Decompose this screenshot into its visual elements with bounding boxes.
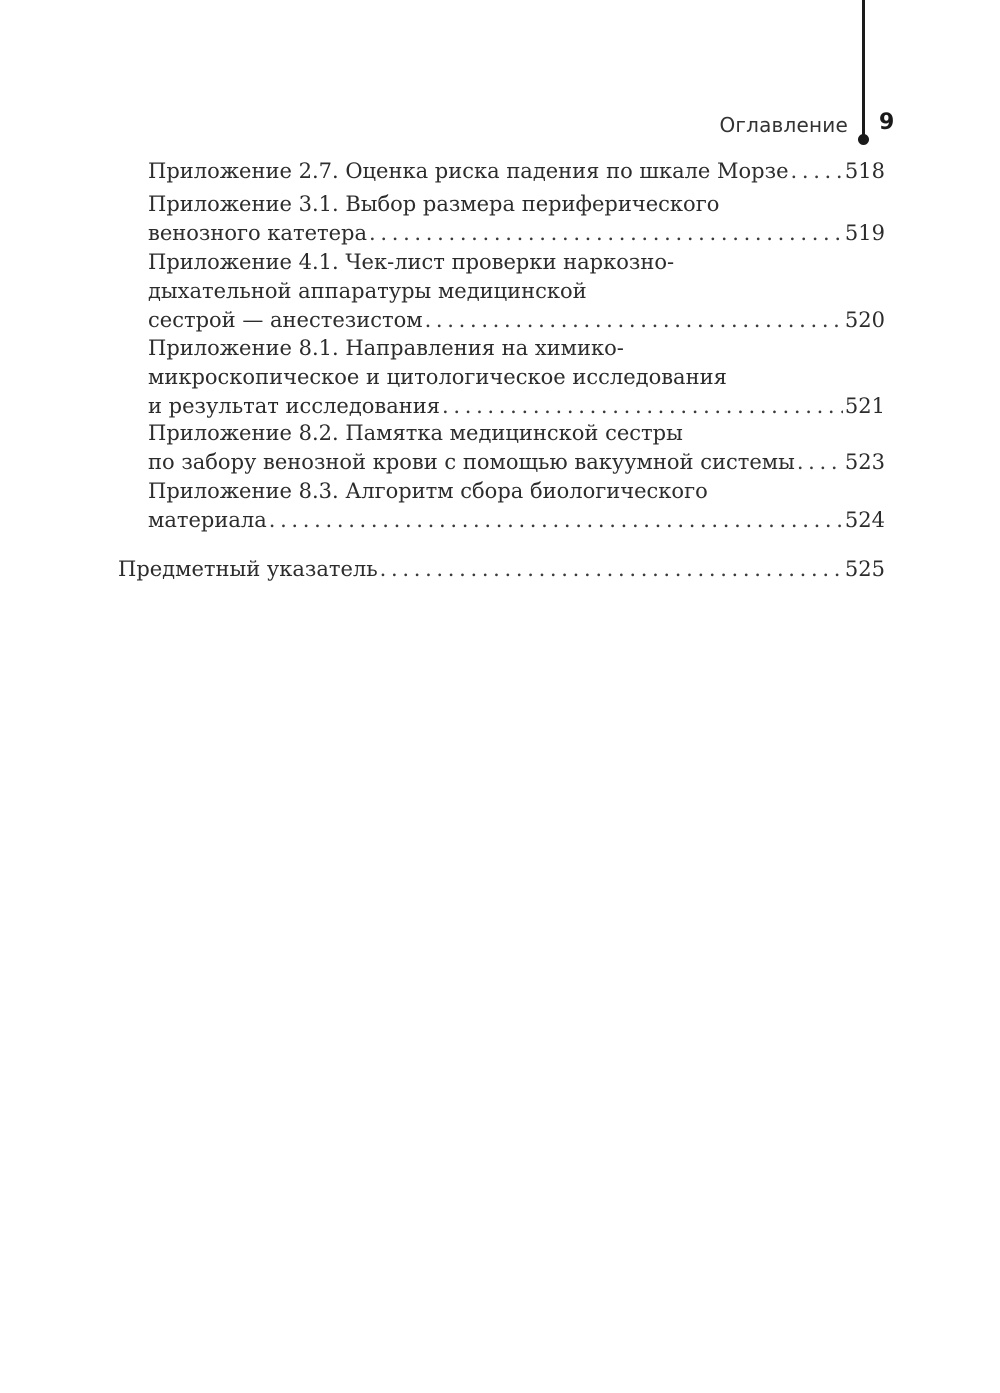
- toc-entry-page: 524: [844, 508, 885, 532]
- toc-entry[interactable]: [148, 334, 885, 421]
- dot-leader: [269, 506, 843, 535]
- toc-entry-page: 518: [844, 159, 885, 183]
- toc-entry-text: Приложение 3.1. Выбор размера периферического: [148, 192, 720, 216]
- toc-entry-text: и результат исследования: [148, 394, 441, 418]
- running-header-title: Оглавление: [719, 113, 848, 137]
- toc-entry[interactable]: [148, 477, 885, 535]
- toc-entry-page: 523: [844, 450, 885, 474]
- toc-entry-index[interactable]: [118, 555, 885, 584]
- toc-entry-text: венозного катетера: [148, 221, 368, 245]
- toc-entry-text: дыхательной аппаратуры медицинской: [148, 279, 587, 303]
- toc-entry-text: Приложение 8.1. Направления на химико-: [148, 336, 624, 360]
- page-number: 9: [879, 110, 895, 135]
- toc-entry-text: материала: [148, 508, 267, 532]
- dot-leader: [797, 448, 843, 477]
- toc-entry-text: Приложение 8.3. Алгоритм сбора биологического: [148, 479, 708, 503]
- toc-entry-text: Приложение 2.7. Оценка риска падения по шкале Морзе: [148, 159, 789, 183]
- header-vertical-rule: [862, 0, 865, 136]
- toc-entry-page: 525: [844, 557, 885, 581]
- dot-leader: [791, 157, 843, 186]
- toc-entry[interactable]: [148, 157, 885, 186]
- toc-entry[interactable]: [148, 419, 885, 477]
- dot-leader: [380, 555, 843, 584]
- header-rule-dot: [858, 134, 869, 145]
- toc-entry[interactable]: [148, 190, 885, 248]
- toc-entry-page: 519: [844, 221, 885, 245]
- toc-entry-text: Приложение 8.2. Памятка медицинской сестры: [148, 421, 683, 445]
- dot-leader: [369, 219, 843, 248]
- dot-leader: [425, 306, 843, 335]
- toc-entry-page: 520: [844, 308, 885, 332]
- toc-entry-text: микроскопическое и цитологическое исследования: [148, 365, 727, 389]
- dot-leader: [442, 392, 843, 421]
- toc-entry-page: 521: [844, 394, 885, 418]
- toc-entry[interactable]: [148, 248, 885, 335]
- toc-entry-text: Приложение 4.1. Чек-лист проверки наркозно-: [148, 250, 675, 274]
- toc-entry-text: Предметный указатель: [118, 557, 378, 581]
- toc-entry-text: сестрой — анестезистом: [148, 308, 423, 332]
- toc-entry-text: по забору венозной крови с помощью вакуумной системы: [148, 450, 795, 474]
